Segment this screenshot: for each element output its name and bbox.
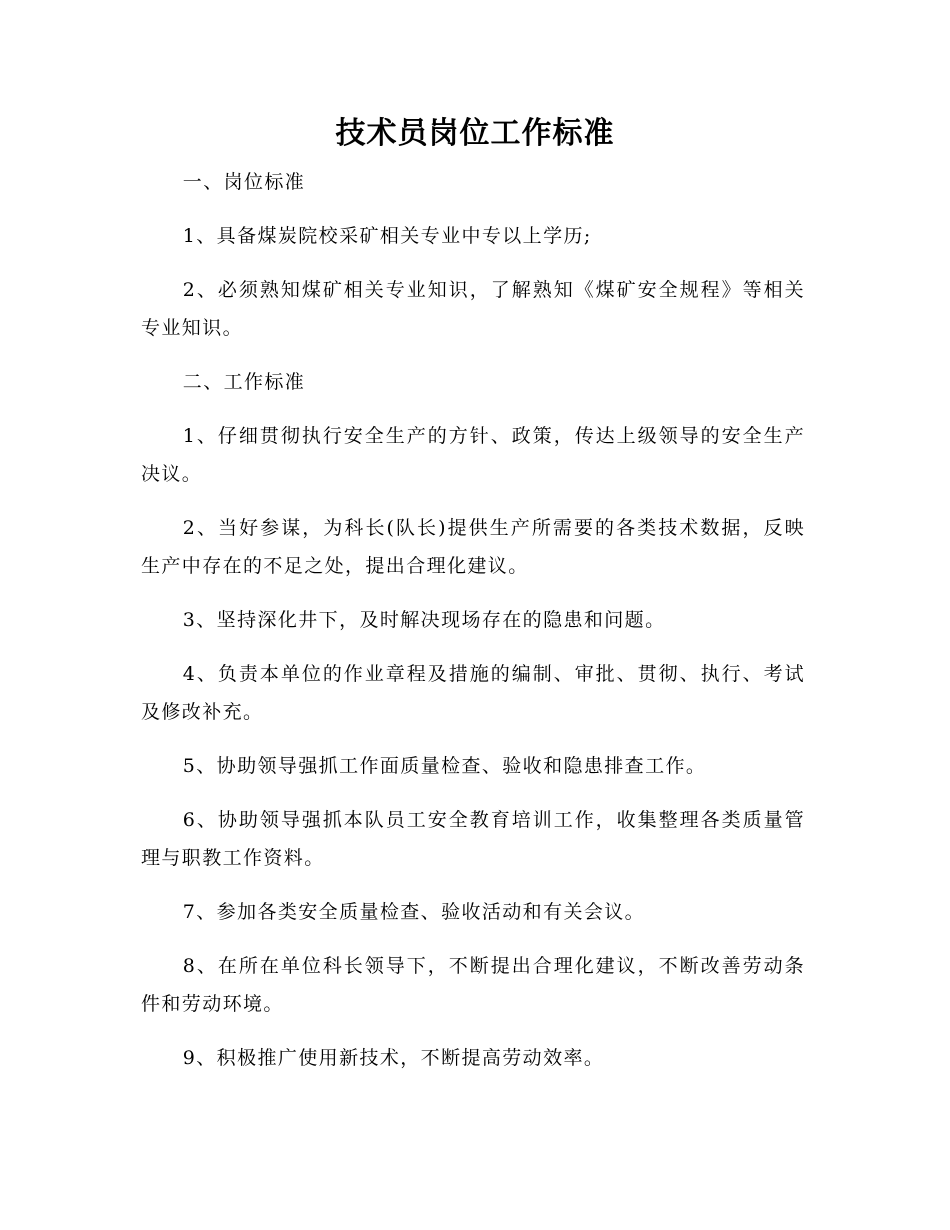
paragraph-work-standard-2: 2、当好参谋，为科长(队长)提供生产所需要的各类技术数据，反映生产中存在的不足之处，提出合理化建议。 [141,517,805,577]
document-body [141,163,805,1093]
section-heading-job-standard: 一、岗位标准 [182,171,306,193]
paragraph-work-standard-5: 5、协助领导强抓工作面质量检查、验收和隐患排查工作。 [182,755,707,777]
paragraph-work-standard-8: 8、在所在单位科长领导下，不断提出合理化建议，不断改善劳动条件和劳动环境。 [141,955,805,1015]
paragraph-work-standard-3: 3、坚持深化井下，及时解决现场存在的隐患和问题。 [182,609,666,631]
paragraph-work-standard-6: 6、协助领导强抓本队员工安全教育培训工作，收集整理各类质量管理与职教工作资料。 [141,809,805,869]
document-title: 技术员岗位工作标准 [335,116,615,151]
paragraph-work-standard-4: 4、负责本单位的作业章程及措施的编制、审批、贯彻、执行、考试及修改补充。 [141,663,805,723]
paragraph-work-standard-9: 9、积极推广使用新技术，不断提高劳动效率。 [182,1047,605,1069]
paragraph-work-standard-1: 1、仔细贯彻执行安全生产的方针、政策，传达上级领导的安全生产决议。 [141,425,805,485]
paragraph-job-standard-2: 2、必须熟知煤矿相关专业知识，了解熟知《煤矿安全规程》等相关专业知识。 [141,279,805,339]
paragraph-job-standard-1: 1、具备煤炭院校采矿相关专业中专以上学历; [182,225,592,247]
paragraph-work-standard-7: 7、参加各类安全质量检查、验收活动和有关会议。 [182,901,646,923]
section-heading-work-standard: 二、工作标准 [182,371,306,393]
